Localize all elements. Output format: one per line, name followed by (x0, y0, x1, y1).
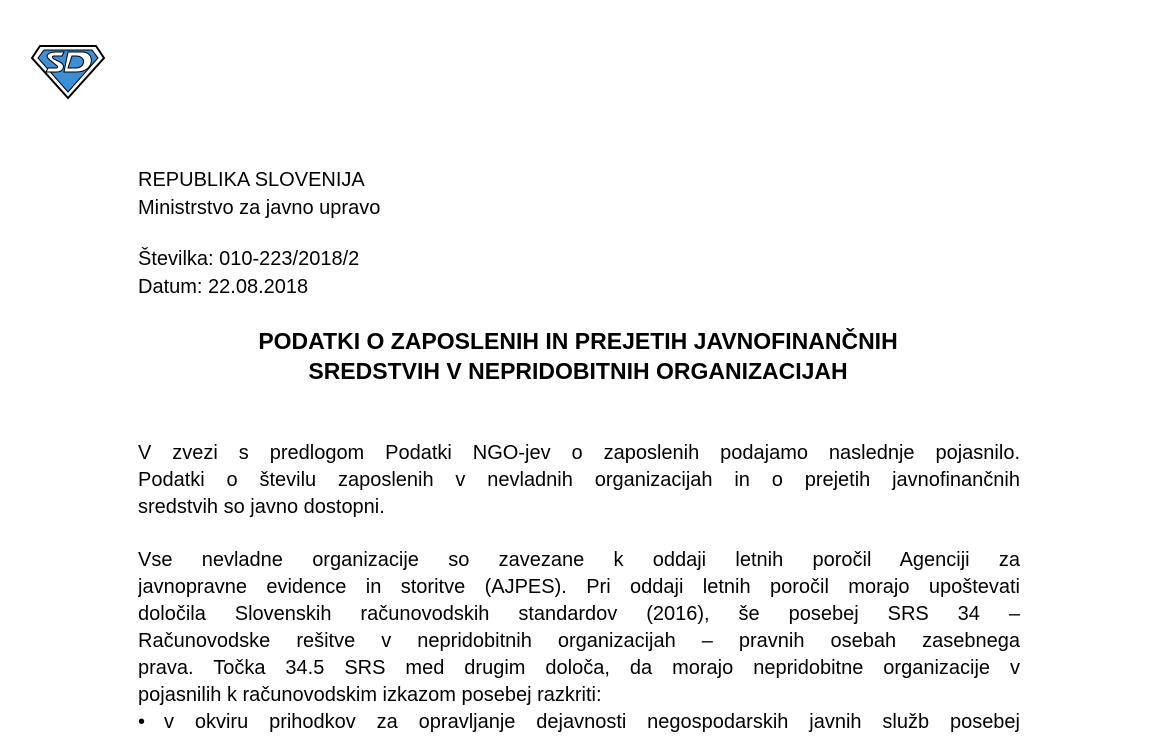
document-title (138, 326, 1018, 386)
title-line-1: PODATKI O ZAPOSLENIH IN PREJETIH JAVNOFINANČNIH (258, 328, 898, 354)
paragraph-line: V zvezi s predlogom Podatki NGO-jev o zaposlenih podajamo naslednje pojasnilo. (138, 442, 1020, 464)
paragraph-2 (138, 547, 1020, 709)
document-date: Datum: 22.08.2018 (138, 276, 309, 298)
paragraph-line: pojasnilih k računovodskim izkazom posebej razkriti: (138, 684, 602, 706)
bullet-text: v okviru prihodkov za opravljanje dejavnosti negospodarskih javnih služb posebej (164, 711, 1020, 733)
document-header (138, 166, 380, 222)
document-meta (138, 245, 359, 301)
paragraph-line: Podatki o številu zaposlenih v nevladnih organizacijah in o prejetih javnofinančnih (138, 469, 1020, 491)
paragraph-line: Vse nevladne organizacije so zavezane k oddaji letnih poročil Agenciji za (138, 549, 1020, 571)
country-name: REPUBLIKA SLOVENIJA (138, 169, 365, 191)
paragraph-1 (138, 440, 1020, 521)
bullet-list-item (138, 709, 1020, 736)
paragraph-line: javnopravne evidence in storitve (AJPES). Pri oddaji letnih poročil morajo upoštevati (138, 576, 1020, 598)
title-line-2: SREDSTVIH V NEPRIDOBITNIH ORGANIZACIJAH (308, 358, 848, 384)
ministry-name: Ministrstvo za javno upravo (138, 197, 381, 219)
paragraph-line: Računovodske rešitve v nepridobitnih organizacijah – pravnih osebah zasebnega (138, 630, 1020, 652)
document-number: Številka: 010-223/2018/2 (138, 248, 360, 270)
bullet-symbol: • (138, 711, 146, 733)
paragraph-line: določila Slovenskih računovodskih standardov (2016), še posebej SRS 34 – (138, 603, 1020, 625)
diamond-shield-logo-icon (30, 40, 106, 100)
paragraph-line: prava. Točka 34.5 SRS med drugim določa, da morajo nepridobitne organizacije v (138, 657, 1020, 679)
paragraph-line: sredstvih so javno dostopni. (138, 496, 385, 518)
